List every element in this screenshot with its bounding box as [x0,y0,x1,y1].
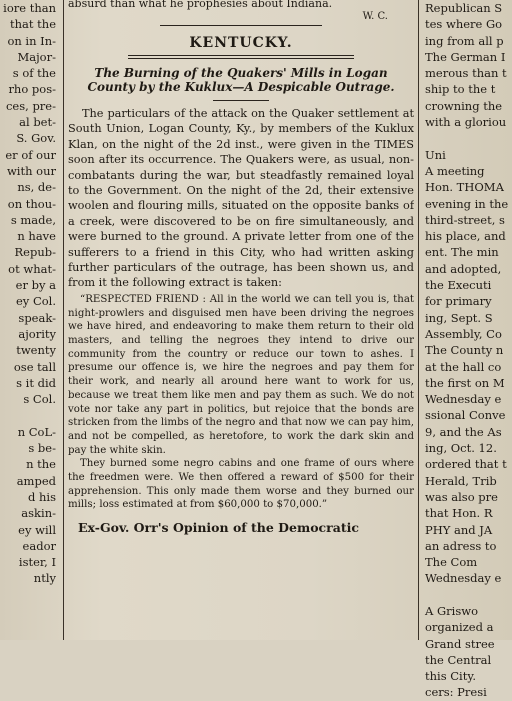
left_column-line: eador [22,538,56,553]
left_column-line: Repub- [14,245,56,260]
right_column-line: Uni [425,147,446,162]
right_column-line: the first on M [425,375,505,390]
right_column-line: The County n [425,343,504,358]
right_column-line: Hon. THOMA [425,180,504,195]
right_column-line: Grand stree [425,636,495,651]
left_column-line: er of our [5,147,56,162]
right_column-line: ship to the t [425,82,496,97]
section-headline: KENTUCKY. [189,35,293,51]
left_column-line: speak- [18,310,56,325]
left_column-line: s Col. [23,392,56,407]
subheadline: The Burning of the Quakers' Mills in Logan County by the Kuklux—A Despicable Outrage. [87,66,395,94]
right_column-line: organized a [425,620,494,635]
left_column-line: on in In- [7,33,56,48]
column-rule-right [418,0,419,640]
right_column-line: crowning the [425,98,503,113]
left_column-line: S. Gov. [16,131,56,146]
right_column-line [423,587,512,603]
left_column-line: s made, [10,212,56,227]
right_column-line: cers: Presi [425,685,487,700]
left_column-line: ns, de- [17,180,56,195]
left_column-line: n have [17,229,56,244]
left_column-line: ajority [18,326,56,341]
article-divider [160,25,322,26]
letter-extract [68,293,414,512]
right_column-line: ing, Sept. S [425,310,493,325]
right_column-line: Herald, Trib [425,473,497,488]
right_column-line: for primary [425,294,492,309]
right_column-line: Assembly, Co [425,326,502,341]
right_column-line: Wednesday e [425,392,502,407]
right_column-line: Republican S [425,1,503,15]
letter-paragraph-2: They burned some negro cabins and one frame of ours where the freedmen were. We then offered a reward of $500 for their apprehension. This only made them worse and they burned our mills; loss estimated at from $60,000 to $70,000.” [68,458,414,511]
left_column-line: n the [26,457,56,472]
left_column-line: on thou- [7,196,56,211]
right_column-line: with a gloriou [425,115,507,130]
left_column-line: Major- [17,49,56,64]
left_column-line: ey will [18,522,56,537]
next-article-headline: Ex-Gov. Orr's Opinion of the Democratic [78,520,359,536]
letter-paragraph-1: “RESPECTED FRIEND : All in the world we can tell you is, that night-prowlers and disguised men have been driving the negroes we have hired, and endeavoring to make them return to their old masters, and telling the negroes they intend to drive our community from the country or reduce our town to ashes. I presume our offence is, we hire the negroes and pay them for their work, and nearly all around here want to work for us, because we treat them like men and pay them as such. We do not vote nor take any part in politics, but rejoice that the bonds are stricken from the limbs of the negro and that now we can pay him, and not be compelled, as heretofore, to work the dark skin and pay the white skin. [68,293,414,456]
left-column-fragment [0,0,60,587]
preceding-article-line: absurd than what he prophesies about Indiana. [68,0,333,10]
right_column-line: 9, and the As [425,424,502,439]
left_column-line [0,407,60,423]
left_column-line: rho pos- [8,82,56,97]
right_column-line: A meeting [425,163,485,178]
right_column-line: at the hall co [425,359,502,374]
right-column-fragment [423,0,512,701]
right_column-line: was also pre [425,489,498,504]
column-rule-left [63,0,64,640]
right_column-line: ordered that t [425,457,507,472]
left_column-line: that the [10,17,56,32]
right_column-line [423,130,512,146]
left_column-line: ntly [33,571,56,586]
left_column-line: d his [27,489,56,504]
article-body: The particulars of the attack on the Quaker settlement at South Union, Logan County, Ky., by members of the Kuklux Klan, on the night of the 2d inst., were given in the TIMES soon after its occurrence. The Quakers were, as usual, non-combatants during the war, but steadfastly remained loyal to the Government. On the night of the 2d, their extensive woolen and flouring mills, situated on the opposite banks of a creek, were discovered to be on fire simultaneously, and were burned to the ground. A private letter from one of the sufferers to a friend in this City, who had written asking further particulars of the outrage, has been shown us, and from it the following extract is taken: [68,107,414,290]
left_column-line: er by a [15,278,56,293]
left_column-line: s of the [12,66,56,81]
right_column-line: that Hon. R [425,506,493,521]
left_column-line: s be- [28,441,56,456]
right_column-line: The German I [425,49,506,64]
left_column-line: askin- [21,506,56,521]
right_column-line: PHY and JA [425,522,493,537]
center-column [68,0,414,535]
left_column-line: ose tall [13,359,56,374]
left_column-line: ey Col. [15,294,56,309]
headline-rule [128,55,354,59]
right_column-line: merous than t [425,66,507,81]
right_column-line: Wednesday e [425,571,502,586]
right_column-line: his place, and [425,229,506,244]
left_column-line: amped [16,473,56,488]
left_column-line: al bet- [19,115,56,130]
signature: W. C. [362,11,388,22]
left_column-line: ister, I [18,555,56,570]
right_column-line: third-street, s [425,212,505,227]
left_column-line: ot what- [8,261,56,276]
right_column-line: The Com [425,555,478,570]
right_column-line: ing, Oct. 12. [425,441,497,456]
right_column-line: this City. [425,669,476,684]
subheadline-rule [213,100,269,101]
left_column-line: n CoL- [17,424,56,439]
right_column-line: the Central [425,652,492,667]
left_column-line: twenty [16,343,56,358]
right_column-line: an adress to [425,538,497,553]
left_column-line: s it did [16,375,56,390]
right_column-line: tes where Go [425,17,503,32]
right_column-line: A Griswo [425,603,478,618]
right_column-line: ssional Conve [425,408,506,423]
left_column-line: iore than [3,1,56,15]
right_column-line: evening in the [425,196,509,211]
left_column-line: with our [6,163,56,178]
right_column-line: ing from all p [425,33,504,48]
right_column-line: ent. The min [425,245,499,260]
right_column-line: and adopted, [425,261,502,276]
left_column-line: ces, pre- [5,98,56,113]
right_column-line: the Executi [425,278,492,293]
